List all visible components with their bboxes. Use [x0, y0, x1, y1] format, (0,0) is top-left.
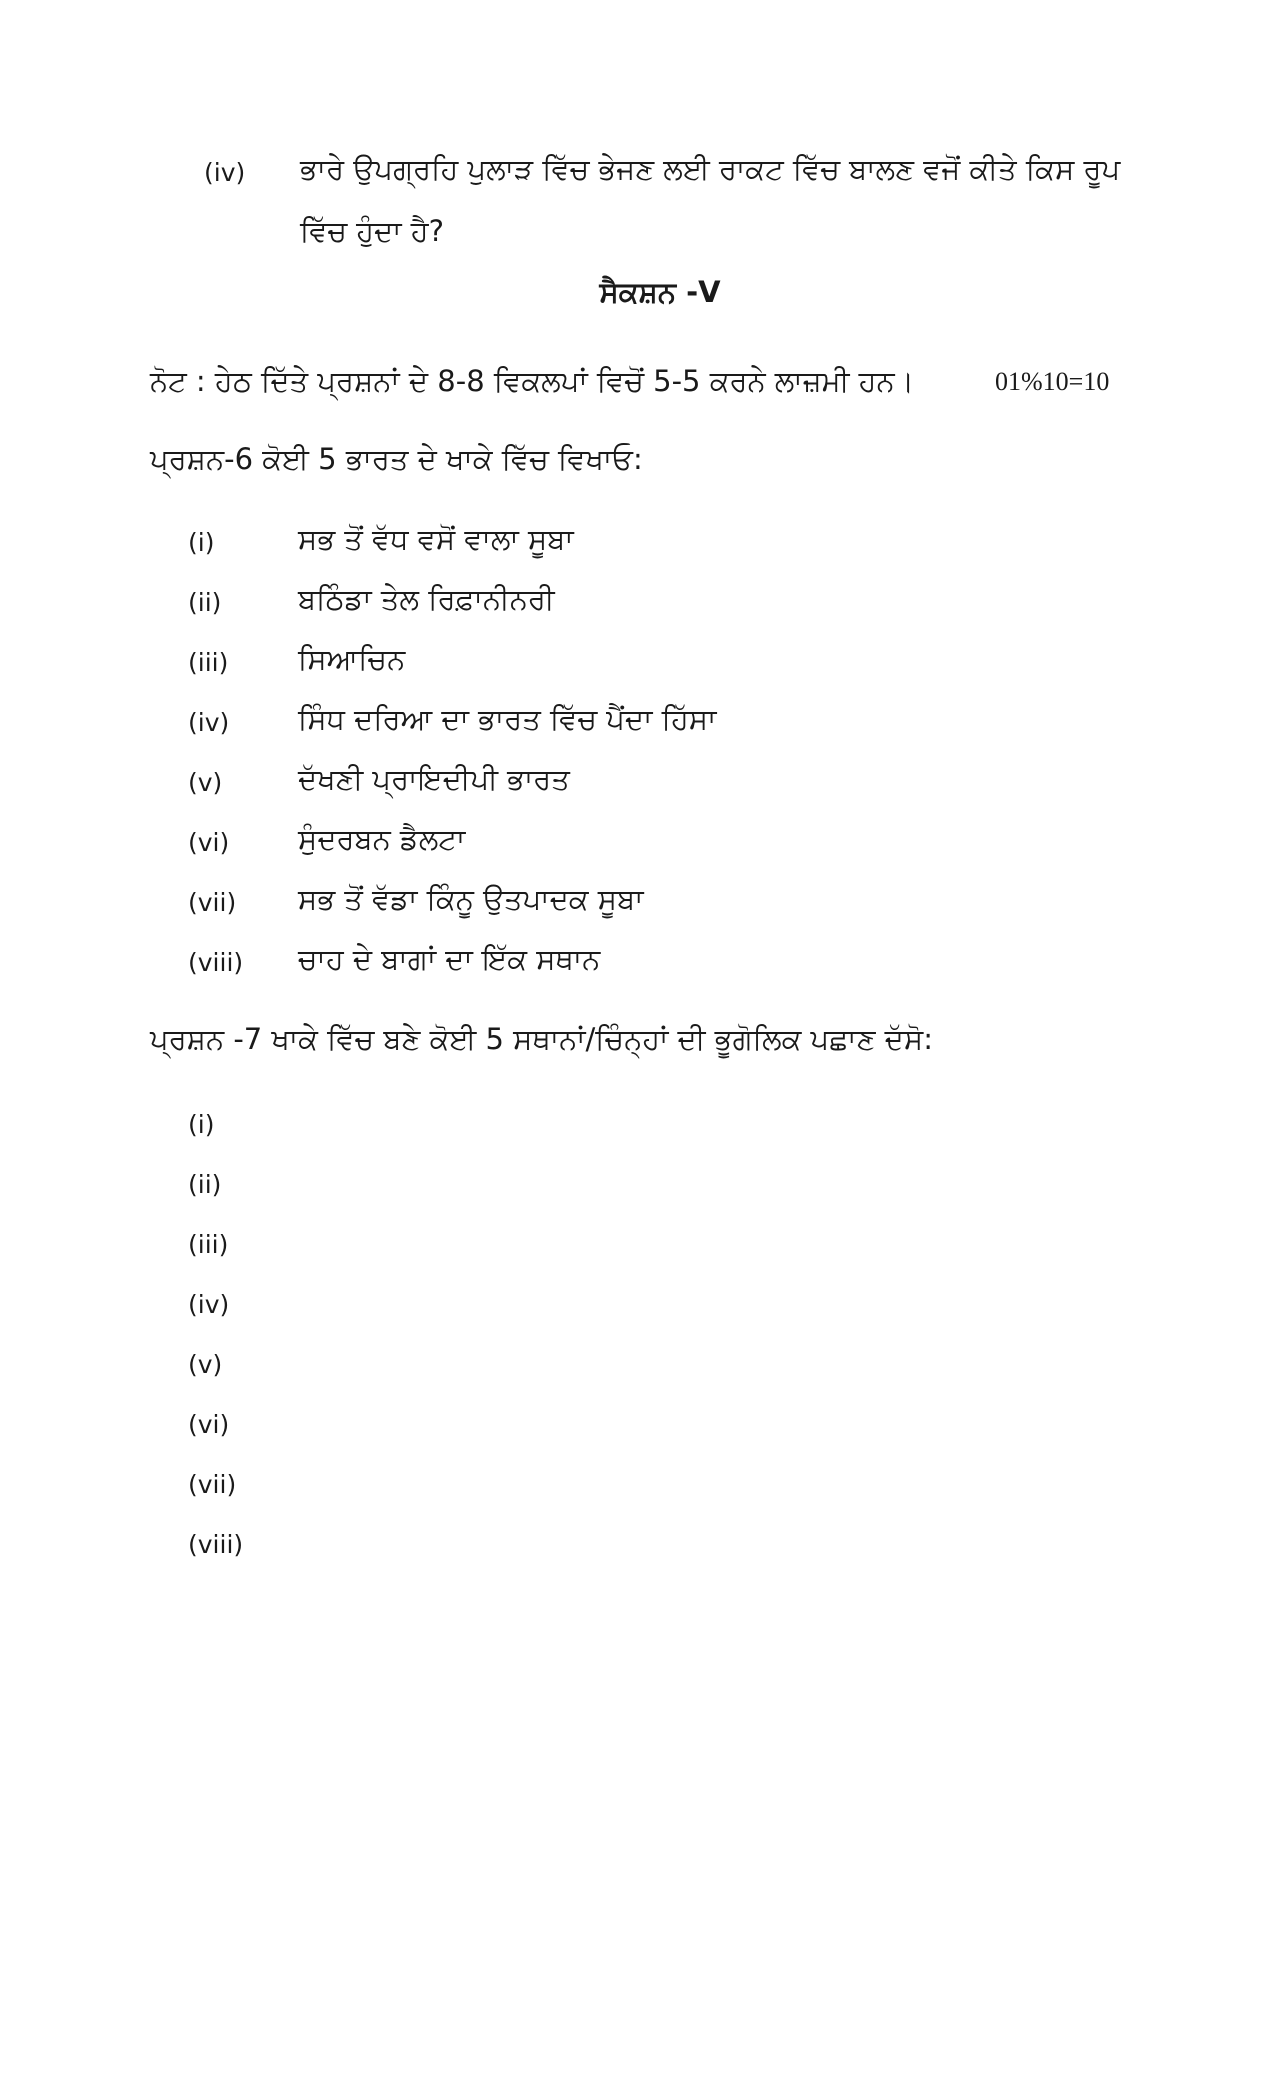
q6-item-text: ਸੁੰਦਰਬਨ ਡੈਲਟਾ: [298, 822, 466, 856]
section-title: ਸੈਕਸ਼ਨ -V: [599, 275, 721, 309]
q6-item-label: (viii): [188, 948, 244, 977]
q6-item-text: ਸਭ ਤੋਂ ਵੱਧ ਵਸੋਂ ਵਾਲਾ ਸੂਬਾ: [298, 522, 574, 556]
q6-item-text: ਦੱਖਣੀ ਪ੍ਰਾਇਦੀਪੀ ਭਾਰਤ: [298, 762, 570, 796]
q6-item-text: ਸਿਆਚਿਨ: [298, 642, 406, 676]
question-7-heading: ਪ੍ਰਸ਼ਨ -7 ਖਾਕੇ ਵਿੱਚ ਬਣੇ ਕੋਈ 5 ਸਥਾਨਾਂ/ਚਿੰਨ੍ਹਾਂ ਦੀ ਭੂਗੋਲਿਕ ਪਛਾਣ ਦੱਸੋ:: [150, 1022, 933, 1056]
q6-item-label: (vi): [188, 828, 230, 857]
q6-item-text: ਬਠਿੰਡਾ ਤੇਲ ਰਿਫ਼ਾਨੀਨਰੀ: [298, 582, 555, 616]
prev-question-label: (iv): [204, 158, 246, 187]
q6-item-label: (iv): [188, 708, 230, 737]
q7-item-label: (iii): [188, 1230, 229, 1259]
q6-item-text: ਸਭ ਤੋਂ ਵੱਡਾ ਕਿੰਨੂ ਉਤਪਾਦਕ ਸੂਬਾ: [298, 882, 644, 916]
q6-item-label: (vii): [188, 888, 237, 917]
q6-item-label: (iii): [188, 648, 229, 677]
q7-item-label: (viii): [188, 1530, 244, 1559]
q7-item-label: (i): [188, 1110, 215, 1139]
q6-item-text: ਚਾਹ ਦੇ ਬਾਗਾਂ ਦਾ ਇੱਕ ਸਥਾਨ: [298, 942, 601, 976]
q6-item-label: (v): [188, 768, 223, 797]
prev-question-line-1: ਭਾਰੇ ਉਪਗ੍ਰਹਿ ਪੁਲਾੜ ਵਿੱਚ ਭੇਜਣ ਲਈ ਰਾਕਟ ਵਿੱਚ ਬਾਲਣ ਵਜੋਂ ਕੀਤੇ ਕਿਸ ਰੂਪ: [300, 152, 1121, 186]
q6-item-text: ਸਿੰਧ ਦਰਿਆ ਦਾ ਭਾਰਤ ਵਿੱਚ ਪੈਂਦਾ ਹਿੱਸਾ: [298, 702, 717, 736]
q7-item-label: (vii): [188, 1470, 237, 1499]
note-marks: 01%10=10: [995, 367, 1110, 396]
q6-item-label: (ii): [188, 588, 222, 617]
q7-item-label: (ii): [188, 1170, 222, 1199]
question-6-heading: ਪ੍ਰਸ਼ਨ-6 ਕੋਈ 5 ਭਾਰਤ ਦੇ ਖਾਕੇ ਵਿੱਚ ਵਿਖਾਓ:: [150, 442, 643, 476]
note-text: ਨੋਟ : ਹੇਠ ਦਿੱਤੇ ਪ੍ਰਸ਼ਨਾਂ ਦੇ 8-8 ਵਿਕਲਪਾਂ ਵਿਚੋਂ 5-5 ਕਰਨੇ ਲਾਜ਼ਮੀ ਹਨ।: [150, 364, 915, 398]
q7-item-label: (vi): [188, 1410, 230, 1439]
prev-question-line-2: ਵਿੱਚ ਹੁੰਦਾ ਹੈ?: [300, 214, 444, 248]
q7-item-label: (iv): [188, 1290, 230, 1319]
q6-item-label: (i): [188, 528, 215, 557]
q7-item-label: (v): [188, 1350, 223, 1379]
